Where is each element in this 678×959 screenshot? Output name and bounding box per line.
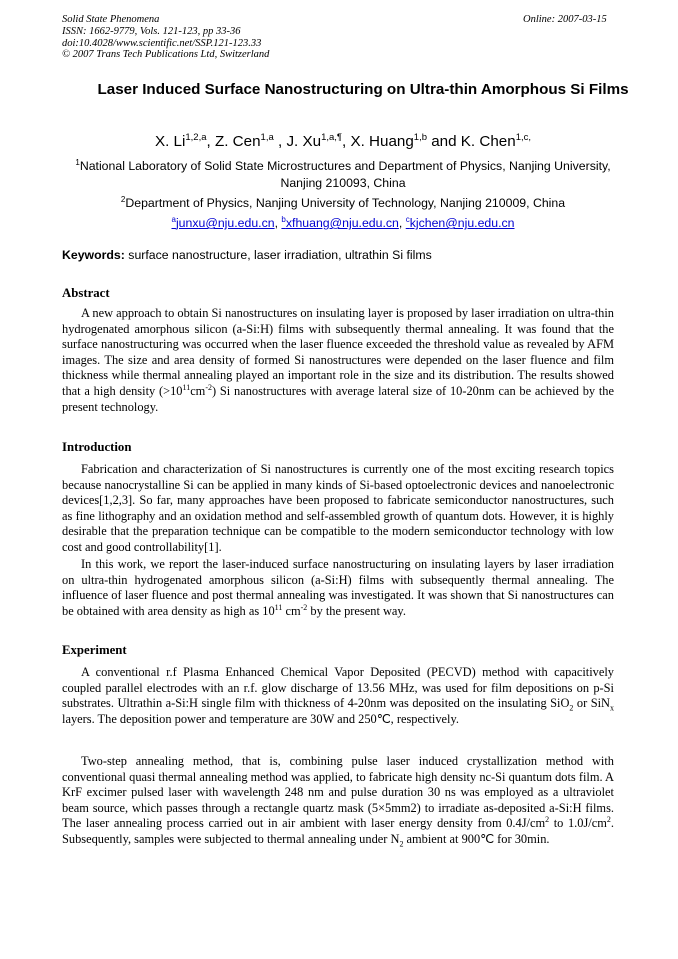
superscript: 2 (545, 815, 550, 825)
text-run: by the present way. (307, 603, 406, 618)
author-name: K. Chen (460, 133, 516, 151)
keywords-line (62, 248, 622, 262)
affiliation-mark: 2 (120, 195, 126, 204)
author-separator: , (342, 133, 351, 151)
paper-title: Laser Induced Surface Nanostructuring on Ultra-thin Amorphous Si Films (97, 81, 629, 98)
author-separator: , (273, 133, 287, 151)
text-run: or SiN (573, 696, 610, 711)
text-run: In this work, we report the laser-induced surface nanostructuring on insulating layers by laser irradiation on ultra-thin hydrogenated amorphous silicon (a-Si:H) films with subsequently thermal annealing. The influence of laser fluence and post thermal annealing was investigated. It was shown that Si nanostructures can be obtained with area density as high as 10 (62, 557, 614, 618)
text-run: layers. The deposition power and temperature are 30W and 250℃, respectively. (62, 711, 459, 726)
email-link-c[interactable] (406, 216, 515, 230)
email-address: junxu@nju.edu.cn (175, 216, 275, 231)
superscript: 11 (274, 602, 283, 612)
email-link-b[interactable] (281, 216, 398, 230)
journal-name: Solid State Phenomena (62, 14, 160, 25)
superscript: 2 (606, 815, 611, 825)
superscript: -2 (205, 382, 212, 392)
affiliation-2 (60, 192, 626, 212)
doi-line: doi:10.4028/www.scientific.net/SSP.121-123.33 (62, 37, 262, 49)
superscript: 11 (182, 382, 191, 392)
email-list: $^a$junxu@nju.edu.cn, $^b$xfhuang@nju.edu.cn, $^c$kjchen@nju.edu.cn (171, 215, 515, 231)
author-name: X. Li (154, 133, 186, 151)
subscript: x (609, 703, 614, 713)
text-run: Two-step annealing method, that is, combining pulse laser induced crystallization method with conventional quasi thermal annealing method was applied, to fabricate high density nc-Si quantum dots film. A KrF excimer pulsed laser with wavelength 248 nm and pulse duration 30 ns was employed as a ultraviolet beam source, which passes through a rectangle quartz mask (5×5mm2) to irradiate as-deposited a-Si:H films. The laser annealing process carried out in air ambient with laser energy density from 0.4J/cm (62, 754, 614, 831)
keywords-text: surface nanostructure, laser irradiation, ultrathin Si films (124, 248, 432, 262)
affiliation-text: Department of Physics, Nanjing University of Technology, Nanjing 210009, China (125, 196, 566, 211)
introduction-heading: Introduction (62, 440, 132, 454)
affiliation-text: National Laboratory of Solid State Microstructures and Department of Physics, Nanjing University, Nanjing 210093, China (79, 159, 611, 190)
author-name: Z. Cen (214, 133, 261, 151)
text-run: ) Si nanostructures with average lateral size of 10-20nm can be achieved by the present technology. (62, 383, 614, 414)
email-mark: b (281, 215, 286, 224)
superscript: -2 (300, 602, 308, 612)
author-separator: and (427, 133, 461, 151)
author-affiliation-mark: 1,c, (515, 132, 531, 143)
author-affiliation-mark: 1,a (260, 132, 274, 143)
affiliation-1 (60, 155, 626, 191)
author-affiliation-mark: 1,2,a (185, 132, 207, 143)
email-address: xfhuang@nju.edu.cn (285, 216, 399, 231)
text-run: A conventional r.f Plasma Enhanced Chemical Vapor Deposited (PECVD) method with capacitively coupled parallel electrodes with an r.f. glow discharge of 13.56 MHz, was used for film depositions on p-Si substrates. Ultrathin a-Si:H single film with thickness of 4-20nm was deposited on the insulating SiO (62, 665, 614, 711)
abstract-heading: Abstract (62, 286, 110, 300)
experiment-paragraph-2 (62, 754, 614, 848)
email-mark: a (171, 215, 176, 224)
author-affiliation-mark: 1,b (413, 132, 428, 143)
affiliation-mark: 1 (75, 158, 80, 167)
subscript: 2 (399, 839, 404, 849)
experiment-heading: Experiment (62, 643, 127, 657)
experiment-paragraph-1 (62, 665, 614, 727)
text-run: . Subsequently, samples were subjected to thermal annealing under N (62, 816, 614, 846)
online-date: Online: 2007-03-15 (523, 14, 607, 25)
author-name: X. Huang (350, 133, 414, 151)
issn-line: ISSN: 1662-9779, Vols. 121-123, pp 33-36 (62, 25, 241, 37)
subscript: 2 (569, 703, 574, 713)
author-name: J. Xu (286, 133, 322, 151)
copyright-line: © 2007 Trans Tech Publications Ltd, Switzerland (62, 49, 270, 61)
introduction-paragraph-1: Fabrication and characterization of Si nanostructures is currently one of the most exciting research topics because nanocrystalline Si can be applied in many kinds of Si-based optoelectronic devices and nanoelectronic devices[1,2,3]. So far, many approaches have been proposed to fabricate semiconductor nanostructures, such as fine lithography and an oxidation method and self-assembled growth of quantum dots. However, it is highly desirable that the preparation technique can be compatible to the modern semiconductor technology with low cost and good controllability[1]. (62, 462, 614, 554)
text-run: cm (190, 383, 206, 398)
email-mark: c (405, 215, 410, 224)
author-separator: , (206, 133, 215, 151)
introduction-paragraph-2 (62, 557, 614, 619)
email-link-a[interactable] (171, 216, 274, 230)
author-list (60, 128, 626, 152)
text-run: A new approach to obtain Si nanostructures on insulating layer is proposed by laser irradiation on ultra-thin hydrogenated amorphous silicon (a-Si:H) films with subsequently thermal annealing. It was found that the surface nanostructuring was occurred when the laser fluence exceeded the threshold value as revealed by AFM images. The size and area density of formed Si nanostructures were depended on the laser fluence and film thickness while thermal annealing played an important role in the size and its distribution. The results showed that a high density (>10 (62, 306, 614, 398)
abstract-paragraph (62, 306, 614, 415)
author-affiliation-mark: 1,a,¶ (321, 132, 343, 143)
email-address: kjchen@nju.edu.cn (409, 216, 515, 231)
text-run: to 1.0J/cm (549, 816, 607, 831)
keywords-label: Keywords: (62, 248, 125, 262)
text-run: cm (282, 603, 301, 618)
text-run: ambient at 900℃ for 30min. (403, 831, 550, 846)
running-header (62, 14, 269, 61)
